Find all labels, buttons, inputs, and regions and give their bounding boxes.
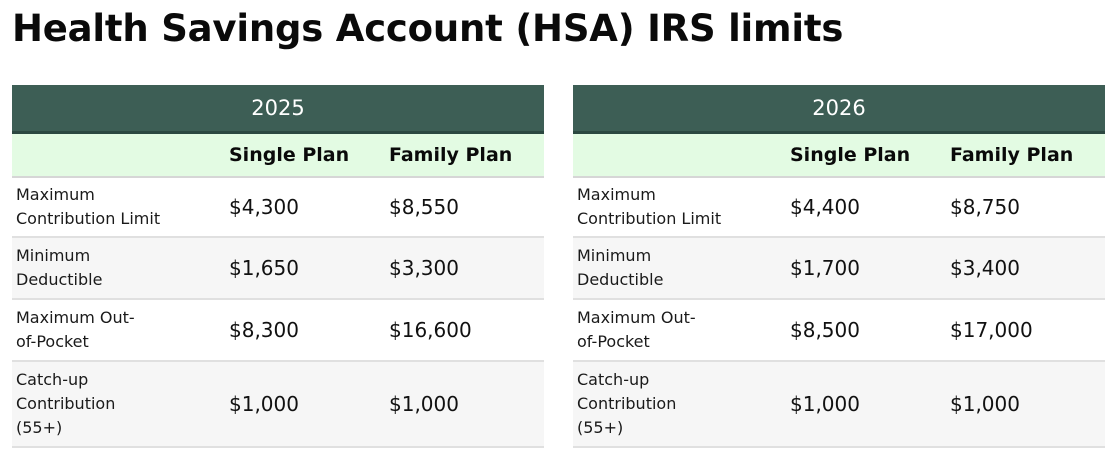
family-plan-cell — [946, 299, 1105, 361]
single-plan-value: $1,650 — [229, 256, 299, 280]
single-plan-value: $4,300 — [229, 195, 299, 219]
column-header-blank — [12, 133, 225, 178]
single-plan-cell — [225, 361, 385, 447]
row-label-cell — [12, 237, 225, 299]
single-plan-value: $1,000 — [790, 392, 860, 416]
family-plan-value: $17,000 — [950, 318, 1033, 342]
family-plan-cell — [946, 361, 1105, 447]
single-plan-cell — [786, 299, 946, 361]
single-plan-cell — [225, 177, 385, 237]
year-header-row — [12, 85, 544, 133]
family-plan-value: $1,000 — [950, 392, 1020, 416]
row-label-cell — [12, 361, 225, 447]
single-plan-cell — [225, 299, 385, 361]
table-row — [12, 361, 544, 447]
year-header-row — [573, 85, 1105, 133]
family-plan-cell — [946, 237, 1105, 299]
row-label-cell — [12, 299, 225, 361]
family-plan-cell — [385, 361, 544, 447]
row-label: Minimum Deductible — [577, 246, 664, 289]
single-plan-cell — [786, 237, 946, 299]
column-header-family-plan: Family Plan — [946, 133, 1105, 178]
column-header-row — [12, 133, 544, 178]
single-plan-value: $8,500 — [790, 318, 860, 342]
column-header-single-plan: Single Plan — [225, 133, 385, 178]
table-row — [12, 177, 544, 237]
single-plan-cell — [786, 361, 946, 447]
single-plan-value: $4,400 — [790, 195, 860, 219]
row-label: Catch-up Contribution (55+) — [16, 370, 116, 437]
family-plan-value: $3,400 — [950, 256, 1020, 280]
row-label-cell — [573, 237, 786, 299]
family-plan-cell — [385, 299, 544, 361]
row-label: Maximum Contribution Limit — [16, 185, 161, 228]
family-plan-cell — [946, 177, 1105, 237]
row-label: Minimum Deductible — [16, 246, 103, 289]
table-row — [573, 177, 1105, 237]
family-plan-value: $3,300 — [389, 256, 459, 280]
single-plan-value: $1,700 — [790, 256, 860, 280]
family-plan-cell — [385, 177, 544, 237]
column-header-family-plan: Family Plan — [385, 133, 544, 178]
column-header-blank — [573, 133, 786, 178]
family-plan-cell — [385, 237, 544, 299]
page-title: Health Savings Account (HSA) IRS limits — [12, 7, 844, 50]
row-label-cell — [573, 361, 786, 447]
single-plan-cell — [786, 177, 946, 237]
hsa-limits-table-2025 — [12, 85, 544, 448]
column-header-single-plan: Single Plan — [786, 133, 946, 178]
table-row — [573, 361, 1105, 447]
row-label-cell — [12, 177, 225, 237]
family-plan-value: $16,600 — [389, 318, 472, 342]
family-plan-value: $8,750 — [950, 195, 1020, 219]
row-label-cell — [573, 177, 786, 237]
single-plan-value: $8,300 — [229, 318, 299, 342]
year-header: 2025 — [12, 85, 544, 133]
single-plan-cell — [225, 237, 385, 299]
row-label: Maximum Contribution Limit — [577, 185, 722, 228]
table-row — [12, 237, 544, 299]
table-row — [12, 299, 544, 361]
hsa-limits-table-2026 — [573, 85, 1105, 448]
table-row — [573, 237, 1105, 299]
row-label: Catch-up Contribution (55+) — [577, 370, 677, 437]
family-plan-value: $1,000 — [389, 392, 459, 416]
row-label: Maximum Out- of-Pocket — [16, 308, 135, 351]
column-header-row — [573, 133, 1105, 178]
row-label-cell — [573, 299, 786, 361]
year-header: 2026 — [573, 85, 1105, 133]
single-plan-value: $1,000 — [229, 392, 299, 416]
row-label: Maximum Out- of-Pocket — [577, 308, 696, 351]
table-row — [573, 299, 1105, 361]
family-plan-value: $8,550 — [389, 195, 459, 219]
